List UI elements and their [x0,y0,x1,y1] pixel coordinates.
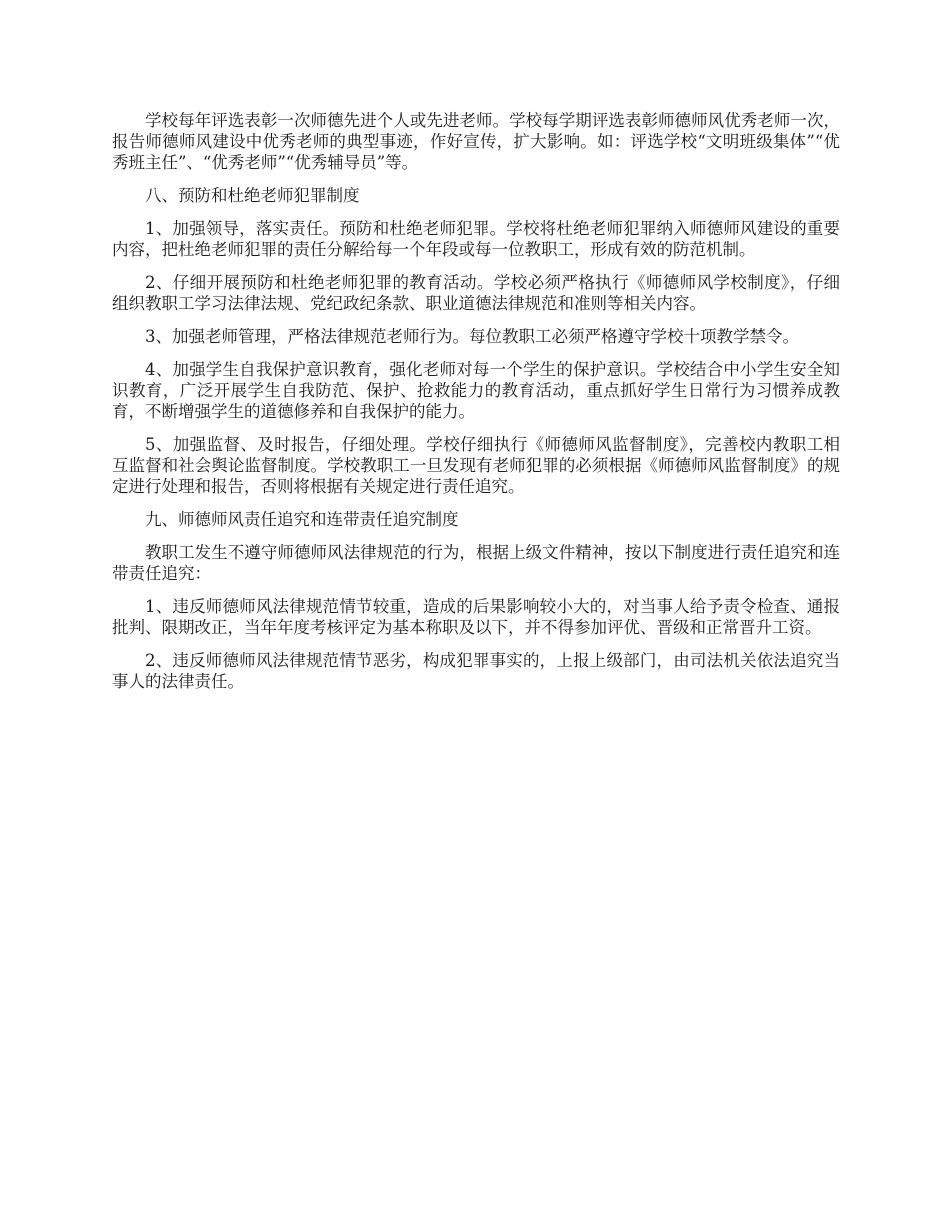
paragraph-item-8-2: 2、仔细开展预防和杜绝老师犯罪的教育活动。学校必须严格执行《师德师风学校制度》，仔细组织教职工学习法律法规、党纪政纪条款、职业道德法律规范和准则等相关内容。 [112,273,840,313]
paragraph-item-8-4: 4、加强学生自我保护意识教育，强化老师对每一个学生的保护意识。学校结合中小学生安全知识教育，广泛开展学生自我防范、保护、抢救能力的教育活动，重点抓好学生日常行为习惯养成教育，不断增强学生的道德修养和自我保护的能力。 [112,360,840,421]
document-page [112,110,840,704]
paragraph-intro-9: 教职工发生不遵守师德师风法律规范的行为，根据上级文件精神，按以下制度进行责任追究和连带责任追究： [112,543,840,583]
paragraph-item-9-2: 2、违反师德师风法律规范情节恶劣，构成犯罪事实的，上报上级部门，由司法机关依法追究当事人的法律责任。 [112,651,840,691]
paragraph-item-8-5: 5、加强监督、及时报告，仔细处理。学校仔细执行《师德师风监督制度》，完善校内教职工相互监督和社会舆论监督制度。学校教职工一旦发现有老师犯罪的必须根据《师德师风监督制度》的规定进行处理和报告，否则将根据有关规定进行责任追究。 [112,435,840,496]
paragraph-item-9-1: 1、违反师德师风法律规范情节较重，造成的后果影响较小大的，对当事人给予责令检查、通报批判、限期改正，当年年度考核评定为基本称职及以下，并不得参加评优、晋级和正常晋升工资。 [112,597,840,637]
section-heading-8: 八、预防和杜绝老师犯罪制度 [145,186,360,205]
paragraph-item-8-1: 1、加强领导，落实责任。预防和杜绝老师犯罪。学校将杜绝老师犯罪纳入师德师风建设的重要内容，把杜绝老师犯罪的责任分解给每一个年段或每一位教职工，形成有效的防范机制。 [112,219,840,259]
paragraph-commendation: 学校每年评选表彰一次师德先进个人或先进老师。学校每学期评选表彰师德师风优秀老师一次，报告师德师风建设中优秀老师的典型事迹，作好宣传，扩大影响。如：评选学校“文明班级集体”“优秀班主任”、“优秀老师”“优秀辅导员”等。 [112,111,840,172]
section-heading-9: 九、师德师风责任追究和连带责任追究制度 [145,510,459,529]
paragraph-item-8-3: 3、加强老师管理，严格法律规范老师行为。每位教职工必须严格遵守学校十项教学禁令。 [145,327,799,346]
